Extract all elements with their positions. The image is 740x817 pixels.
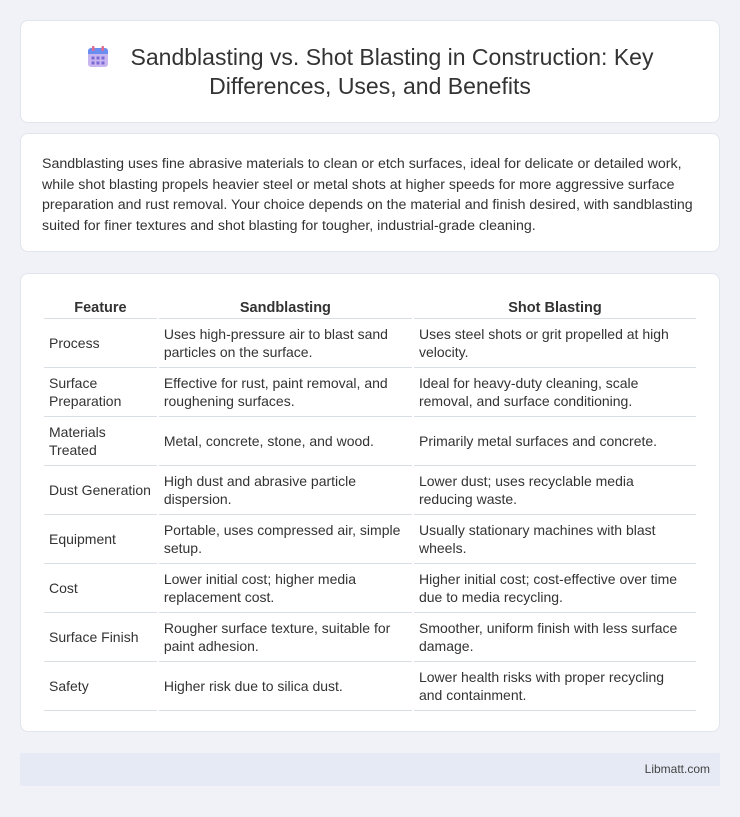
feature-cell: Dust Generation bbox=[44, 466, 157, 515]
sandblasting-cell: High dust and abrasive particle dispersion. bbox=[159, 466, 412, 515]
table-row bbox=[44, 515, 696, 564]
table-row bbox=[44, 319, 696, 368]
comparison-table bbox=[42, 296, 698, 711]
header-sandblasting: Sandblasting bbox=[159, 296, 412, 319]
comparison-card bbox=[20, 273, 720, 732]
shot-blasting-cell: Higher initial cost; cost-effective over time due to media recycling. bbox=[414, 564, 696, 613]
title-card bbox=[20, 20, 720, 123]
feature-cell: Surface Finish bbox=[44, 613, 157, 662]
sandblasting-cell: Metal, concrete, stone, and wood. bbox=[159, 417, 412, 466]
feature-cell: Process bbox=[44, 319, 157, 368]
sandblasting-cell: Portable, uses compressed air, simple setup. bbox=[159, 515, 412, 564]
table-header-row bbox=[44, 296, 696, 319]
page-title-text: Sandblasting vs. Shot Blasting in Construction: Key Differences, Uses, and Benefits bbox=[130, 44, 654, 99]
header-feature: Feature bbox=[44, 296, 157, 319]
summary-paragraph: Sandblasting uses fine abrasive materials to clean or etch surfaces, ideal for delicate or detailed work, while shot blasting propels heavier steel or metal shots at higher speeds for more aggressive surface preparation and rust removal. Your choice depends on the material and finish desired, with sandblasting suited for finer textures and shot blasting for tougher, industrial-grade cleaning. bbox=[42, 156, 693, 234]
calendar-icon bbox=[87, 46, 109, 68]
footer-bar bbox=[20, 753, 720, 786]
table-row bbox=[44, 613, 696, 662]
sandblasting-cell: Rougher surface texture, suitable for paint adhesion. bbox=[159, 613, 412, 662]
sandblasting-cell: Higher risk due to silica dust. bbox=[159, 662, 412, 711]
feature-cell: Surface Preparation bbox=[44, 368, 157, 417]
sandblasting-cell: Lower initial cost; higher media replacement cost. bbox=[159, 564, 412, 613]
shot-blasting-cell: Primarily metal surfaces and concrete. bbox=[414, 417, 696, 466]
table-row bbox=[44, 564, 696, 613]
table-row bbox=[44, 368, 696, 417]
shot-blasting-cell: Smoother, uniform finish with less surface damage. bbox=[414, 613, 696, 662]
feature-cell: Cost bbox=[44, 564, 157, 613]
shot-blasting-cell: Ideal for heavy-duty cleaning, scale removal, and surface conditioning. bbox=[414, 368, 696, 417]
table-row bbox=[44, 466, 696, 515]
table-row bbox=[44, 417, 696, 466]
shot-blasting-cell: Usually stationary machines with blast wheels. bbox=[414, 515, 696, 564]
feature-cell: Materials Treated bbox=[44, 417, 157, 466]
shot-blasting-cell: Uses steel shots or grit propelled at high velocity. bbox=[414, 319, 696, 368]
sandblasting-cell: Uses high-pressure air to blast sand particles on the surface. bbox=[159, 319, 412, 368]
page-title bbox=[21, 43, 719, 101]
shot-blasting-cell: Lower dust; uses recyclable media reducing waste. bbox=[414, 466, 696, 515]
feature-cell: Equipment bbox=[44, 515, 157, 564]
feature-cell: Safety bbox=[44, 662, 157, 711]
sandblasting-cell: Effective for rust, paint removal, and roughening surfaces. bbox=[159, 368, 412, 417]
table-row bbox=[44, 662, 696, 711]
summary-card bbox=[20, 133, 720, 252]
header-shot-blasting: Shot Blasting bbox=[414, 296, 696, 319]
shot-blasting-cell: Lower health risks with proper recycling and containment. bbox=[414, 662, 696, 711]
footer-brand-link[interactable]: Libmatt.com bbox=[644, 762, 710, 776]
